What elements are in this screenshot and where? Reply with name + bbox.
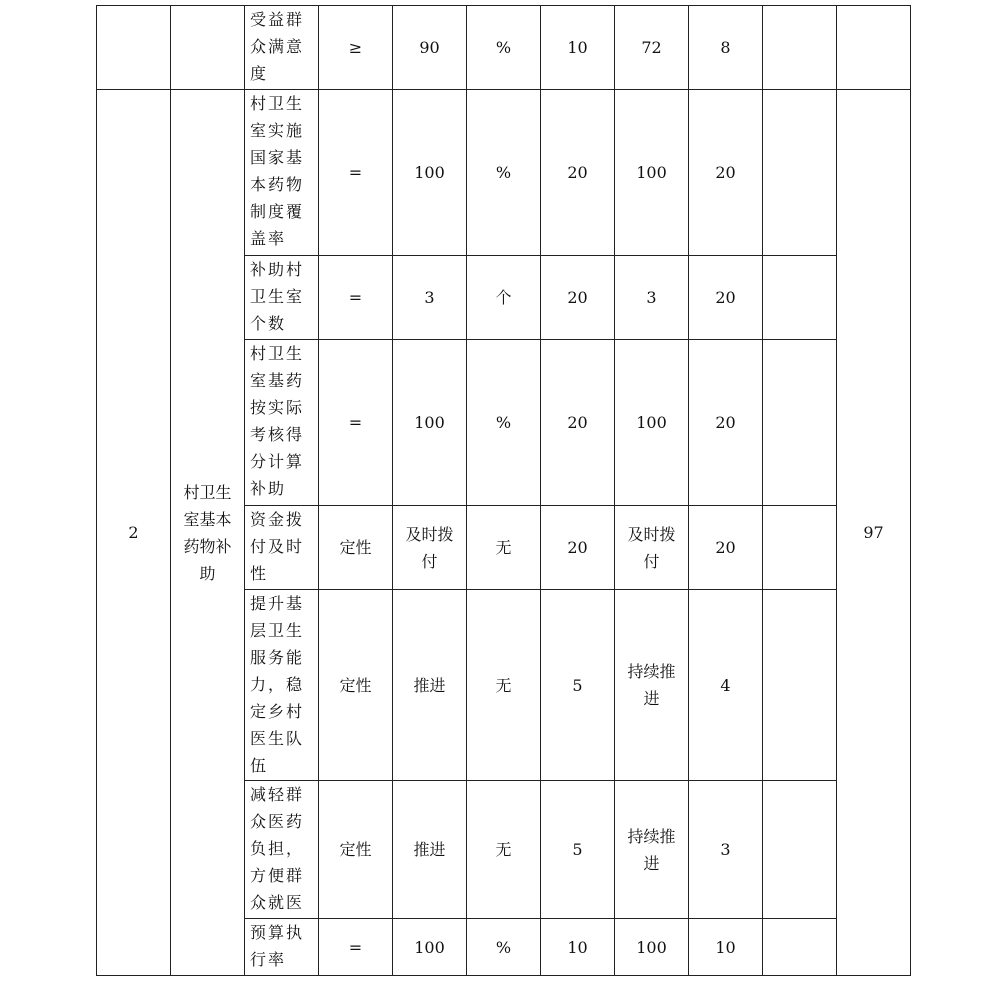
score-cell: 20 <box>689 256 763 340</box>
unit-cell: % <box>467 340 541 506</box>
indicator-cell: 村卫生室基药按实际考核得分计算补助 <box>245 340 319 506</box>
indicator-cell: 补助村卫生室个数 <box>245 256 319 340</box>
actual-cell: 100 <box>615 919 689 976</box>
operator-cell: = <box>319 919 393 976</box>
score-cell: 10 <box>689 919 763 976</box>
target-cell: 100 <box>393 90 467 256</box>
actual-cell: 100 <box>615 340 689 506</box>
operator-cell: = <box>319 340 393 506</box>
empty-cell <box>97 6 171 90</box>
indicator-cell: 受益群众满意度 <box>245 6 319 90</box>
actual-cell: 3 <box>615 256 689 340</box>
note-cell <box>763 506 837 590</box>
unit-cell: % <box>467 6 541 90</box>
unit-cell: % <box>467 919 541 976</box>
score-cell: 4 <box>689 590 763 781</box>
target-cell: 及时拨付 <box>393 506 467 590</box>
score-cell: 8 <box>689 6 763 90</box>
target-cell: 90 <box>393 6 467 90</box>
score-cell: 20 <box>689 90 763 256</box>
indicator-cell: 提升基层卫生服务能力，稳定乡村医生队伍 <box>245 590 319 781</box>
actual-cell: 持续推进 <box>615 590 689 781</box>
unit-cell: % <box>467 90 541 256</box>
operator-cell: = <box>319 256 393 340</box>
unit-cell: 无 <box>467 590 541 781</box>
empty-cell <box>171 6 245 90</box>
weight-cell: 20 <box>541 256 615 340</box>
empty-cell <box>837 6 911 90</box>
note-cell <box>763 590 837 781</box>
target-cell: 推进 <box>393 590 467 781</box>
project-name-cell: 村卫生室基本药物补助 <box>171 90 245 976</box>
note-cell <box>763 919 837 976</box>
weight-cell: 20 <box>541 90 615 256</box>
weight-cell: 10 <box>541 919 615 976</box>
note-cell <box>763 90 837 256</box>
actual-cell: 持续推进 <box>615 781 689 919</box>
score-cell: 3 <box>689 781 763 919</box>
operator-cell: ≥ <box>319 6 393 90</box>
performance-table <box>96 5 911 976</box>
indicator-cell: 资金拨付及时性 <box>245 506 319 590</box>
note-cell <box>763 781 837 919</box>
operator-cell: 定性 <box>319 506 393 590</box>
table-row <box>97 6 911 90</box>
weight-cell: 20 <box>541 340 615 506</box>
actual-cell: 100 <box>615 90 689 256</box>
target-cell: 100 <box>393 340 467 506</box>
weight-cell: 20 <box>541 506 615 590</box>
weight-cell: 5 <box>541 781 615 919</box>
target-cell: 推进 <box>393 781 467 919</box>
actual-cell: 及时拨付 <box>615 506 689 590</box>
score-cell: 20 <box>689 506 763 590</box>
operator-cell: = <box>319 90 393 256</box>
weight-cell: 10 <box>541 6 615 90</box>
indicator-cell: 预算执行率 <box>245 919 319 976</box>
project-index-cell: 2 <box>97 90 171 976</box>
indicator-cell: 村卫生室实施国家基本药物制度覆盖率 <box>245 90 319 256</box>
operator-cell: 定性 <box>319 590 393 781</box>
total-score-cell: 97 <box>837 90 911 976</box>
weight-cell: 5 <box>541 590 615 781</box>
actual-cell: 72 <box>615 6 689 90</box>
table-row <box>97 90 911 256</box>
target-cell: 100 <box>393 919 467 976</box>
note-cell <box>763 256 837 340</box>
note-cell <box>763 340 837 506</box>
unit-cell: 无 <box>467 781 541 919</box>
score-cell: 20 <box>689 340 763 506</box>
unit-cell: 个 <box>467 256 541 340</box>
target-cell: 3 <box>393 256 467 340</box>
operator-cell: 定性 <box>319 781 393 919</box>
indicator-cell: 减轻群众医药负担，方便群众就医 <box>245 781 319 919</box>
unit-cell: 无 <box>467 506 541 590</box>
note-cell <box>763 6 837 90</box>
